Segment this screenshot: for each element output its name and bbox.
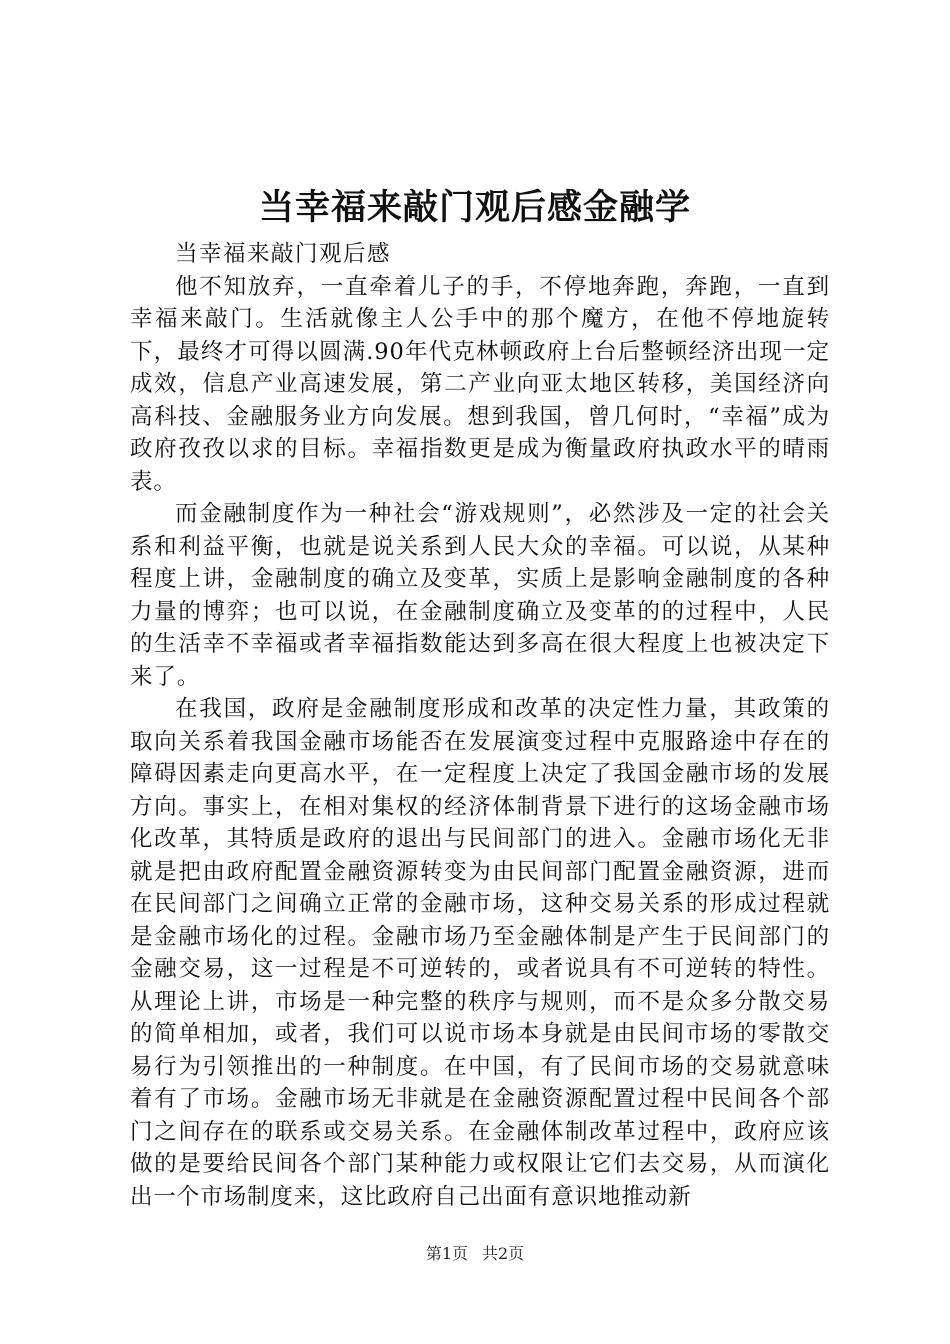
paragraph-1: 他不知放弃，一直牵着儿子的手，不停地奔跑，奔跑，一直到幸福来敲门。生活就像主人公手中的那个魔方，在他不停地旋转下，最终才可得以圆满.90年代克林顿政府上台后整顿经济出现一定成效，信息产业高速发展，第二产业向亚太地区转移，美国经济向高科技、金融服务业方向发展。想到我国，曾几何时，“幸福”成为政府孜孜以求的目标。幸福指数更是成为衡量政府执政水平的晴雨表。 [130, 273, 830, 495]
document-subtitle: 当幸福来敲门观后感 [175, 241, 392, 267]
page-number-total: 共2页 [482, 1244, 525, 1263]
document-title: 当幸福来敲门观后感金融学 [258, 187, 691, 228]
page-number-current: 第1页 [425, 1244, 468, 1263]
page-footer [0, 1243, 950, 1265]
paragraph-3: 在我国，政府是金融制度形成和改革的决定性力量，其政策的取向关系着我国金融市场能否在发展演变过程中克服路途中存在的障碍因素走向更高水平，在一定程度上决定了我国金融市场的发展方向。事实上，在相对集权的经济体制背景下进行的这场金融市场化改革，其特质是政府的退出与民间部门的进入。金融市场化无非就是把由政府配置金融资源转变为由民间部门配置金融资源，进而在民间部门之间确立正常的金融市场，这种交易关系的形成过程就是金融市场化的过程。金融市场乃至金融体制是产生于民间部门的金融交易，这一过程是不可逆转的，或者说具有不可逆转的特性。从理论上讲，市场是一种完整的秩序与规则，而不是众多分散交易的简单相加，或者，我们可以说市场本身就是由民间市场的零散交易行为引领推出的一种制度。在中国，有了民间市场的交易就意味着有了市场。金融市场无非就是在金融资源配置过程中民间各个部门之间存在的联系或交易关系。在金融体制改革过程中，政府应该做的是要给民间各个部门某种能力或权限让它们去交易，从而演化出一个市场制度来，这比政府自己出面有意识地推动新 [130, 696, 830, 1210]
document-body [130, 238, 830, 1213]
paragraph-2: 而金融制度作为一种社会“游戏规则”，必然涉及一定的社会关系和利益平衡，也就是说关系到人民大众的幸福。可以说，从某种程度上讲，金融制度的确立及变革，实质上是影响金融制度的各种力量的博弈；也可以说，在金融制度确立及变革的的过程中，人民的生活幸不幸福或者幸福指数能达到多高在很大程度上也被决定下来了。 [130, 501, 830, 690]
